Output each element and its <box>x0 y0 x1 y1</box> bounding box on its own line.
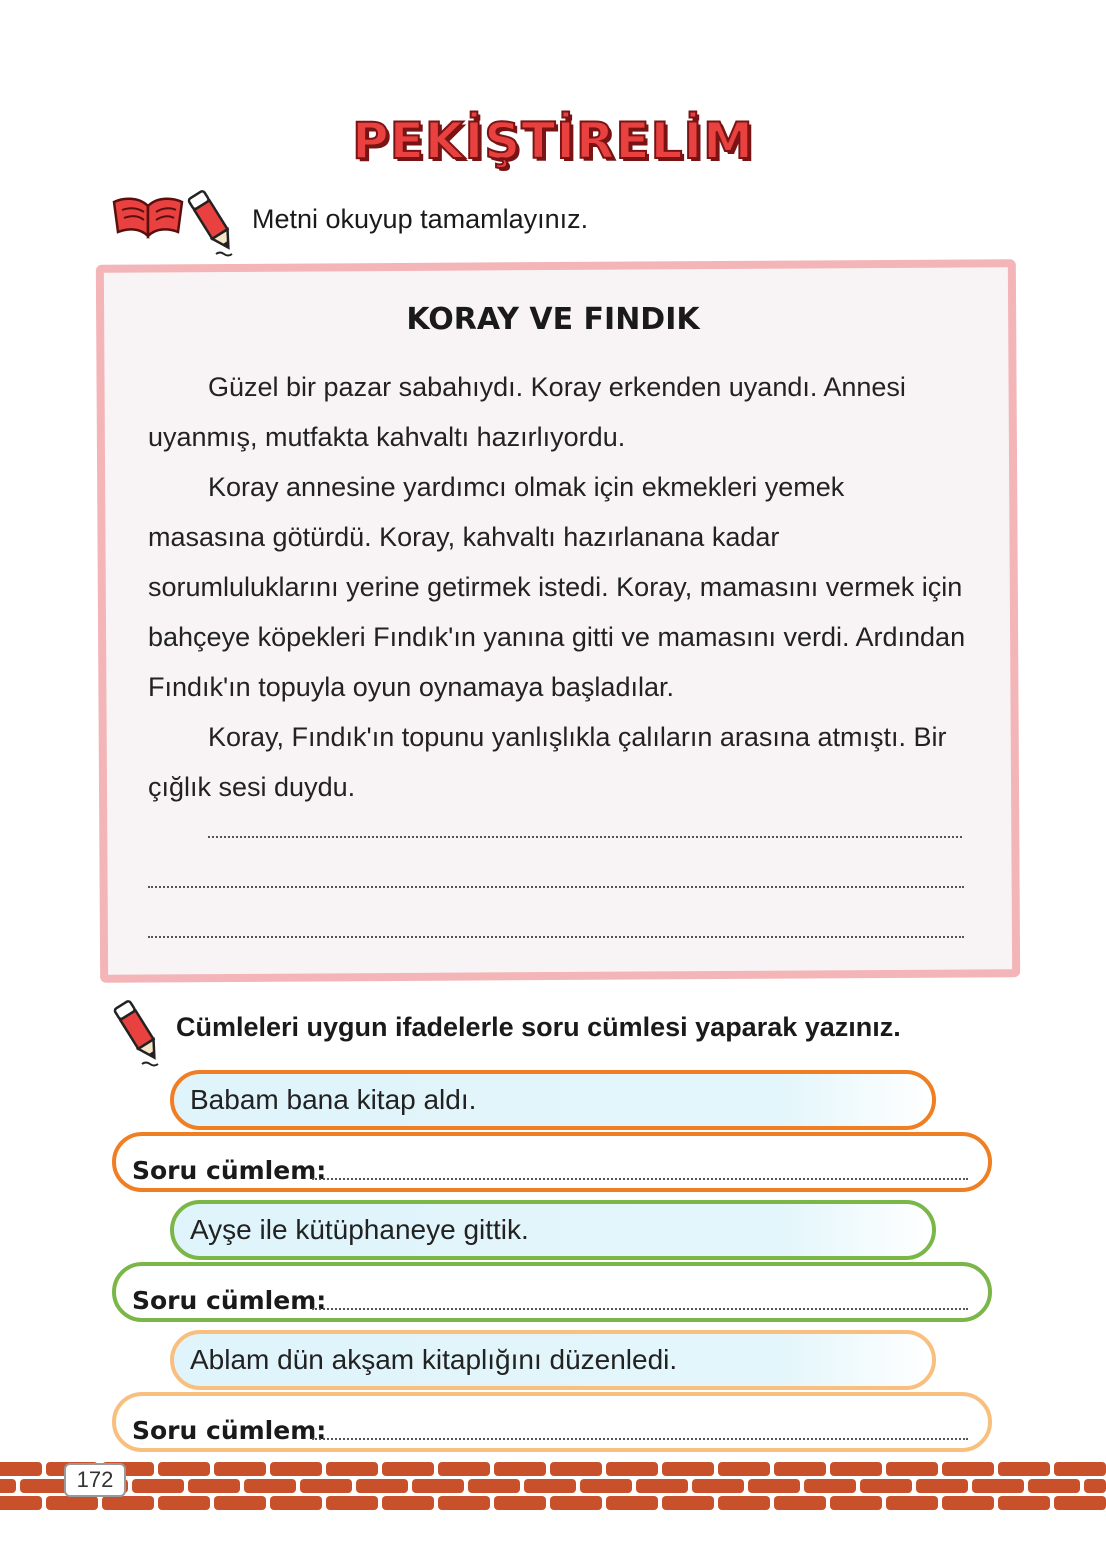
story-paragraph: Güzel bir pazar sabahıydı. Koray erkenden uyandı. Annesi uyanmış, mutfakta kahvaltı hazırlıyordu. <box>148 372 906 452</box>
brick <box>244 1479 296 1493</box>
story-title: KORAY VE FINDIK <box>406 302 700 337</box>
story-answer-line[interactable] <box>208 836 962 838</box>
brick <box>356 1479 408 1493</box>
brick <box>46 1496 98 1510</box>
pencil-icon <box>112 996 166 1070</box>
answer-line[interactable] <box>312 1438 968 1440</box>
answer-line[interactable] <box>312 1178 968 1180</box>
brick <box>382 1462 434 1476</box>
brick <box>326 1462 378 1476</box>
brick <box>718 1462 770 1476</box>
brick <box>158 1462 210 1476</box>
brick <box>550 1462 602 1476</box>
brick <box>494 1496 546 1510</box>
brick <box>606 1462 658 1476</box>
brick <box>270 1496 322 1510</box>
open-book-icon <box>112 194 184 242</box>
brick <box>158 1496 210 1510</box>
sentence-text: Ablam dün akşam kitaplığını düzenledi. <box>190 1344 678 1375</box>
brick <box>774 1496 826 1510</box>
brick <box>636 1479 688 1493</box>
brick <box>804 1479 856 1493</box>
brick <box>830 1496 882 1510</box>
story-paragraph: Koray, Fındık'ın topunu yanlışlıkla çalıların arasına atmıştı. Bir çığlık sesi duydu. <box>148 722 947 802</box>
brick <box>102 1496 154 1510</box>
brick <box>494 1462 546 1476</box>
brick <box>438 1462 490 1476</box>
brick <box>998 1462 1050 1476</box>
brick <box>438 1496 490 1510</box>
brick <box>214 1462 266 1476</box>
sentence-text: Babam bana kitap aldı. <box>190 1084 477 1115</box>
brick <box>0 1496 42 1510</box>
brick <box>662 1462 714 1476</box>
reading-instruction: Metni okuyup tamamlayınız. <box>252 204 589 234</box>
brick <box>774 1462 826 1476</box>
brick <box>524 1479 576 1493</box>
brick <box>580 1479 632 1493</box>
brick <box>1054 1462 1106 1476</box>
brick <box>830 1462 882 1476</box>
brick <box>860 1479 912 1493</box>
page-number: 172 <box>64 1463 126 1497</box>
brick <box>886 1462 938 1476</box>
brick <box>1054 1496 1106 1510</box>
story-paragraph: Koray annesine yardımcı olmak için ekmekleri yemek masasına götürdü. Koray, kahvaltı hazırlanana kadar sorumluluklarını yerine getirmek istedi. Koray, mamasını vermek için bahçeye köpekleri Fındık'ın yanına gitti ve mamasını verdi. Ardından Fındık'ın topuyla oyun oynamaya başladılar. <box>148 472 966 702</box>
page-title: PEKİŞTİRELİM <box>352 112 754 170</box>
brick-row <box>0 1479 1106 1493</box>
sentence-text: Ayşe ile kütüphaneye gittik. <box>190 1214 529 1245</box>
story-body <box>148 362 968 812</box>
brick <box>188 1479 240 1493</box>
brick-row <box>0 1462 1106 1476</box>
brick <box>972 1479 1024 1493</box>
brick <box>468 1479 520 1493</box>
brick <box>998 1496 1050 1510</box>
brick <box>412 1479 464 1493</box>
brick <box>270 1462 322 1476</box>
answer-label: Soru cümlem: <box>132 1416 327 1445</box>
answer-label: Soru cümlem: <box>132 1286 327 1315</box>
brick <box>382 1496 434 1510</box>
answer-line[interactable] <box>312 1308 968 1310</box>
brick <box>1084 1479 1106 1493</box>
brick-row <box>0 1496 1106 1510</box>
story-answer-line[interactable] <box>148 936 964 938</box>
brick <box>0 1479 16 1493</box>
brick <box>942 1462 994 1476</box>
brick <box>718 1496 770 1510</box>
brick <box>550 1496 602 1510</box>
brick <box>886 1496 938 1510</box>
brick <box>748 1479 800 1493</box>
brick <box>662 1496 714 1510</box>
brick <box>606 1496 658 1510</box>
brick <box>0 1462 42 1476</box>
brick <box>692 1479 744 1493</box>
question-instruction: Cümleleri uygun ifadelerle soru cümlesi yaparak yazınız. <box>176 1012 901 1042</box>
brick <box>300 1479 352 1493</box>
story-answer-line[interactable] <box>148 886 964 888</box>
brick <box>942 1496 994 1510</box>
brick <box>132 1479 184 1493</box>
brick <box>1028 1479 1080 1493</box>
brick <box>916 1479 968 1493</box>
answer-label: Soru cümlem: <box>132 1156 327 1185</box>
brick <box>214 1496 266 1510</box>
brick <box>326 1496 378 1510</box>
pencil-icon <box>186 186 240 260</box>
